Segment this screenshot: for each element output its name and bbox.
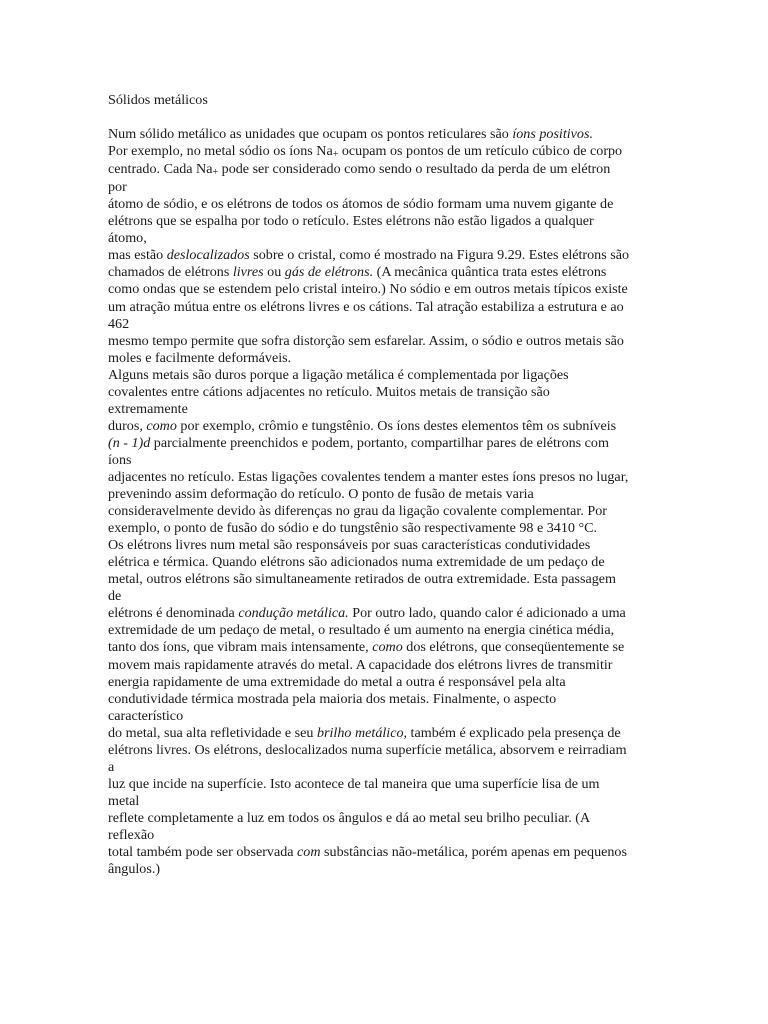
text-run: Alguns metais são duros porque a ligação metálica é complementada por ligações [108,366,569,383]
text-run: moles e facilmente deformáveis. [108,349,292,366]
text-run: Por outro lado, quando calor é adicionado a uma [348,605,626,622]
text-run: do metal, sua alta refletividade e seu [108,724,317,741]
text-run: luz que incide na superfície. Isto acontece de tal maneira que uma superfície lisa de um [108,775,600,792]
text-run: dos elétrons, que conseqüentemente se [402,639,625,656]
text-run: como ondas que se estendem pelo cristal inteiro.) No sódio e em outros metais típicos existe [108,281,628,298]
text-line [108,281,660,298]
text-line [108,571,660,588]
text-run: por exemplo, crômio e tungstênio. Os íons destes elementos têm os subníveis [176,417,617,434]
italic-run: gás de elétrons. [284,264,374,281]
text-run: um atração mútua entre os elétrons livres e os cátions. Tal atração estabiliza a estrutura e ao [108,298,624,315]
text-run: chamados de elétrons [108,264,233,281]
text-run: energia rapidamente de uma extremidade do metal a outra é responsável pela alta [108,673,566,690]
italic-run: condução metálica. [238,605,349,622]
text-run: Os elétrons livres num metal são responsáveis por suas características condutividades [108,537,591,554]
italic-run: como [146,417,177,434]
text-line [108,657,660,674]
text-run: covalentes entre cátions adjacentes no retículo. Muitos metais de transição são [108,383,550,400]
italic-run: livres [232,264,264,281]
text-run: extremamente [108,400,188,417]
text-line [108,384,660,401]
text-run: elétrons livres. Os elétrons, deslocalizados numa superfície metálica, absorvem e reirradiam [108,741,627,758]
text-run: elétrica e térmica. Quando elétrons são adicionados numa extremidade de um pedaço de [108,554,605,571]
text-line [108,179,660,196]
text-line [108,554,660,571]
italic-run: com [297,844,321,861]
text-line [108,418,660,435]
text-line [108,452,660,469]
text-line [108,537,660,554]
text-run: sobre o cristal, como é mostrado na Figura 9.29. Estes elétrons são [249,247,629,264]
text-line [108,776,660,793]
text-line [108,316,660,333]
text-run: 462 [108,315,130,332]
text-run: Por exemplo, no metal sódio os íons Na [108,143,333,160]
text-run: mas estão [108,247,167,264]
text-line [108,469,660,486]
text-run: ângulos.) [108,861,161,878]
text-run: reflete completamente a luz em todos os ângulos e dá ao metal seu brilho peculiar. (A [108,809,591,826]
text-line [108,861,660,878]
text-line [108,367,660,384]
text-line [108,844,660,861]
text-run: consideravelmente devido às diferenças no grau da ligação covalente complementar. Por [108,503,607,520]
text-run: ocupam os pontos de um retículo cúbico de corpo [338,143,623,160]
subscript-run: + [332,149,339,161]
text-line [108,742,660,759]
text-line [108,588,660,605]
text-line [108,759,660,776]
text-line [108,503,660,520]
text-run: metal [108,792,140,809]
text-run: prevenindo assim deformação do retículo. O ponto de fusão de metais varia [108,486,534,503]
text-run: a [108,758,115,775]
text-line [108,126,660,143]
text-line [108,350,660,367]
text-run: átomo, [108,230,147,247]
text-line [108,622,660,639]
text-run: extremidade de um pedaço de metal, o resultado é um aumento na energia cinética média, [108,622,615,639]
text-line [108,810,660,827]
text-run: ou [263,264,285,281]
text-line [108,213,660,230]
text-run: pode ser considerado como sendo o resultado da perda de um elétron [218,161,611,178]
text-line [108,793,660,810]
text-line [108,605,660,622]
text-line [108,161,660,179]
text-run: centrado. Cada Na [108,161,213,178]
text-run: duros, [108,417,147,434]
text-run: substâncias não-metálica, porém apenas em pequenos [320,844,627,861]
italic-run: íons positivos. [512,126,593,143]
text-line [108,247,660,264]
text-run: movem mais rapidamente através do metal. A capacidade dos elétrons livres de transmitir [108,656,613,673]
text-run: (A mecânica quântica trata estes elétrons [373,264,607,281]
italic-run: deslocalizados [166,247,250,264]
italic-run: como [372,639,403,656]
text-line [108,333,660,350]
subscript-run: + [212,167,219,179]
text-line [108,230,660,247]
text-line [108,639,660,656]
text-line [108,264,660,281]
text-run: Num sólido metálico as unidades que ocupam os pontos reticulares são [108,126,513,143]
text-line [108,299,660,316]
text-line [108,196,660,213]
italic-run: brilho metálico, [316,724,408,741]
text-run: tanto dos íons, que vibram mais intensamente, [108,639,373,656]
text-line [108,435,660,452]
text-line [108,520,660,537]
text-line [108,143,660,161]
text-run: condutividade térmica mostrada pela maioria dos metais. Finalmente, o aspecto [108,690,557,707]
text-run: total também pode ser observada [108,844,298,861]
text-run: mesmo tempo permite que sofra distorção sem esfarelar. Assim, o sódio e outros metais são [108,332,624,349]
text-line [108,827,660,844]
text-line [108,401,660,418]
text-run: também é explicado pela presença de [407,724,621,741]
text-run: adjacentes no retículo. Estas ligações covalentes tendem a manter estes íons presos no lugar, [108,468,629,485]
text-run: elétrons é denominada [108,605,239,622]
text-run: metal, outros elétrons são simultaneamente retirados de outra extremidade. Esta passagem [108,571,616,588]
text-line [108,691,660,708]
text-run: reflexão [108,826,155,843]
text-line [108,725,660,742]
text-line [108,708,660,725]
document-title: Sólidos metálicos [108,92,208,108]
italic-run: (n - 1)d [108,434,151,451]
text-run: exemplo, o ponto de fusão do sódio e do tungstênio são respectivamente 98 e 3410 °C. [108,520,598,537]
text-run: íons [108,451,132,468]
text-line [108,674,660,691]
text-run: elétrons que se espalha por todo o retículo. Estes elétrons não estão ligados a qualquer [108,213,594,230]
text-run: átomo de sódio, e os elétrons de todos os átomos de sódio formam uma nuvem gigante de [108,196,614,213]
text-line [108,486,660,503]
text-run: característico [108,707,184,724]
document-body [108,126,660,878]
text-run: de [108,588,122,605]
document-page [108,92,660,878]
text-run: por [108,179,127,196]
text-run: parcialmente preenchidos e podem, portanto, compartilhar pares de elétrons com [150,434,609,451]
